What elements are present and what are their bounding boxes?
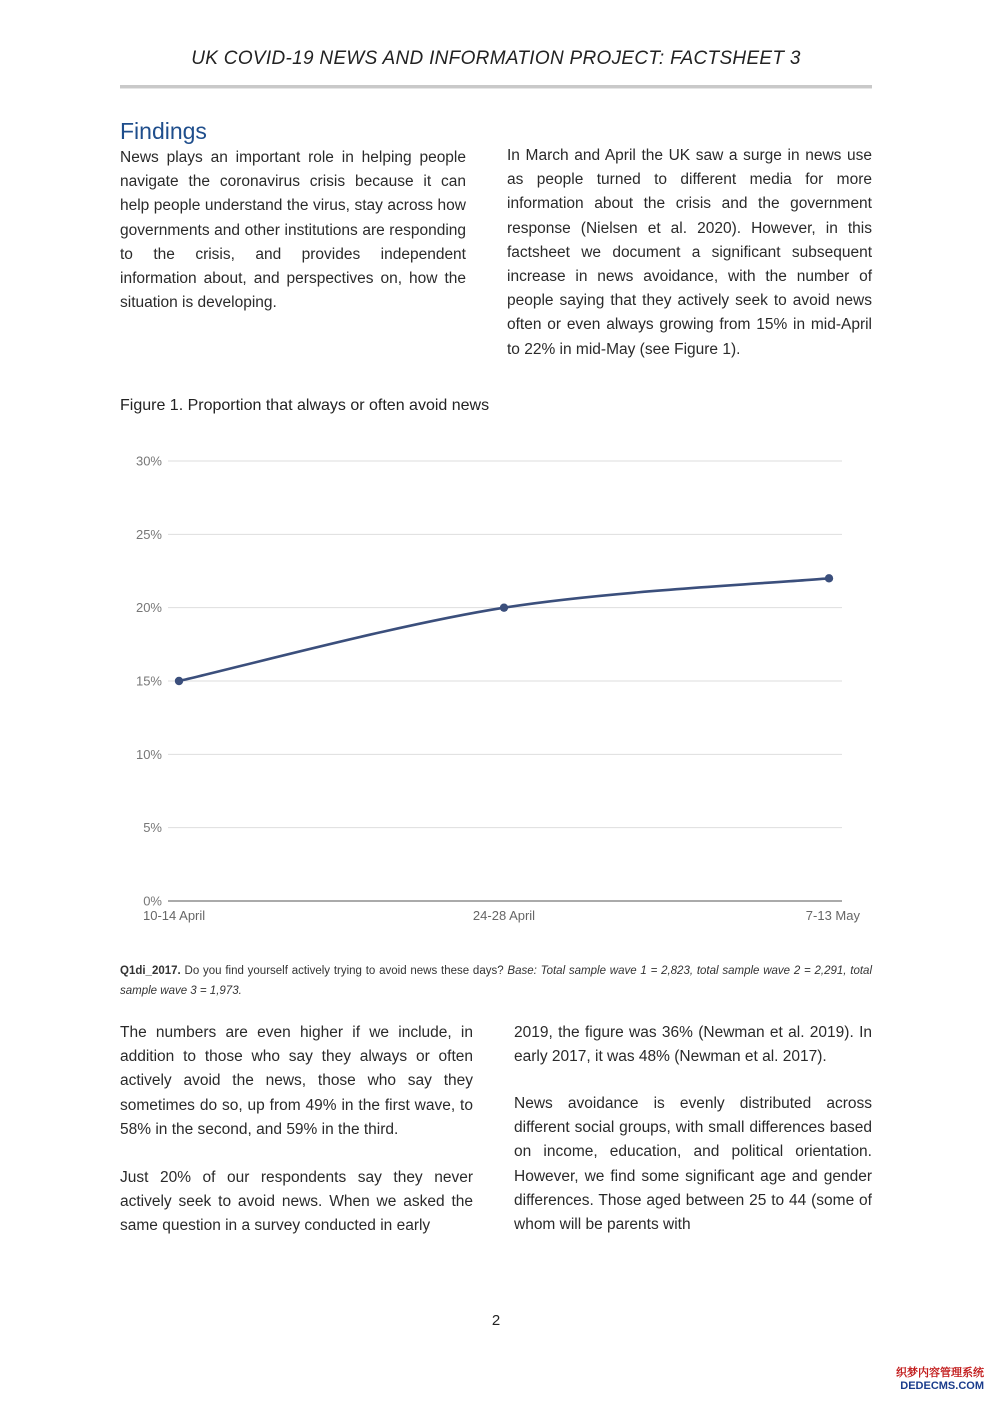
findings-left-paragraph: News plays an important role in helping people navigate the coronavirus crisis because it can help people understand the virus, stay across how governments and other institutions are responding to the crisis, and provides independent information about, and perspectives on, how the situation is developing.: [120, 149, 466, 312]
y-tick-label: 30%: [135, 453, 162, 469]
header-divider: [120, 85, 872, 89]
chart-y-axis: [136, 454, 162, 909]
series-line: [179, 578, 829, 681]
y-tick-label: 15%: [135, 673, 162, 689]
body-col1-paragraph-1: The numbers are even higher if we include, in addition to those who say they always or often actively avoid the news, those who say they sometimes do so, up from 49% in the first wave, to 58% in the second, and 59% in the third.: [120, 1024, 473, 1138]
y-tick-label: 10%: [135, 746, 162, 762]
body-col2-paragraph-2: News avoidance is evenly distributed across different social groups, with small differences based on income, education, and political orientation. However, we find some significant age and gender differences. Those aged between 25 to 44 (some of whom will be parents with: [514, 1095, 872, 1234]
y-tick-label: 20%: [135, 600, 162, 616]
chart-x-axis: [143, 908, 860, 923]
figure-source-note: [120, 961, 872, 1001]
body-col2-paragraph-1: 2019, the figure was 36% (Newman et al. 2019). In early 2017, it was 48% (Newman et al. 2017).: [514, 1024, 872, 1066]
body-col1-paragraph-2: Just 20% of our respondents say they never actively seek to avoid news. When we asked the same question in a survey conducted in early: [120, 1169, 473, 1235]
watermark-line-1: 织梦内容管理系统: [896, 1367, 984, 1379]
watermark: [896, 1367, 984, 1393]
x-tick-label: 24-28 April: [472, 908, 536, 923]
y-tick-label: 25%: [135, 526, 162, 542]
page-number: 2: [491, 1312, 501, 1329]
section-title-findings: Findings: [120, 118, 207, 144]
line-chart: [120, 440, 872, 940]
watermark-line-2: DEDECMS.COM: [900, 1380, 984, 1392]
data-point: [500, 603, 508, 611]
y-tick-label: 5%: [143, 820, 162, 836]
note-question-text: Do you find yourself actively trying to avoid news these days?: [180, 965, 508, 977]
note-question-code: Q1di_2017.: [120, 965, 181, 977]
findings-right-paragraph: In March and April the UK saw a surge in news use as people turned to different media for more information about the crisis and the government response (Nielsen et al. 2020). However, in this factsheet we document a significant subsequent increase in news avoidance, with the number of people saying that they actively seek to avoid news often or even always growing from 15% in mid-April to 22% in mid-May (see Figure 1).: [507, 147, 872, 358]
header-title: UK COVID-19 NEWS AND INFORMATION PROJECT: FACTSHEET 3: [191, 48, 801, 69]
data-point: [175, 677, 183, 685]
y-tick-label: 0%: [143, 893, 162, 909]
x-tick-label: 10-14 April: [143, 908, 206, 923]
x-tick-label: 7-13 May: [805, 908, 860, 923]
chart-points: [175, 574, 833, 685]
note-base-text: Base: Total sample wave 1 = 2,823, total sample wave 2 = 2,291, total sample wave 3 = 1,973.: [120, 965, 873, 997]
data-point: [825, 574, 833, 582]
chart-gridlines: [168, 461, 842, 901]
figure-title: Figure 1. Proportion that always or often avoid news: [120, 397, 490, 414]
